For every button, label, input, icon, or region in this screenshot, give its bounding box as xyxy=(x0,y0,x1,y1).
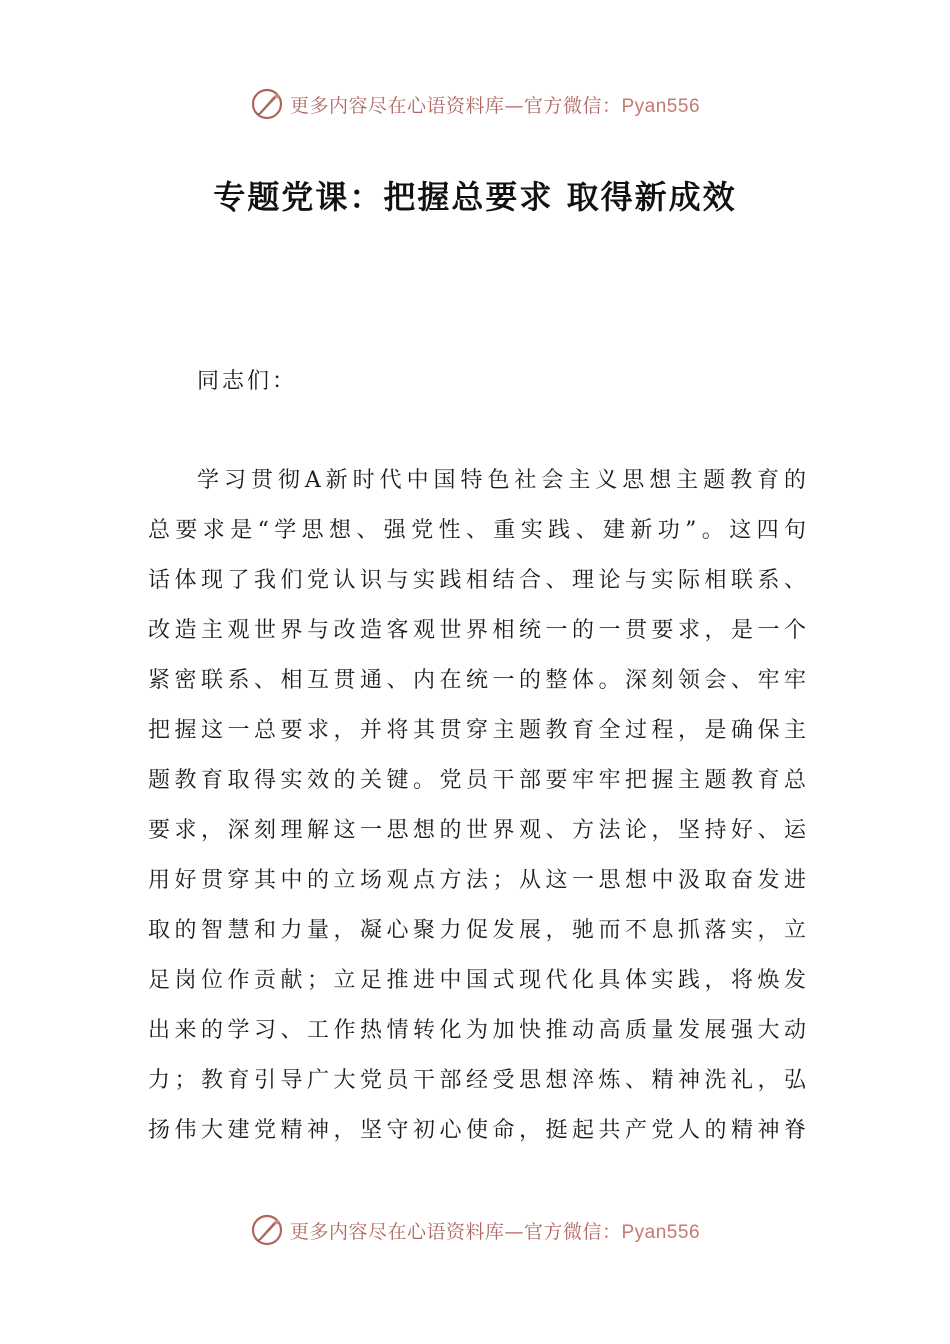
paragraph-line: 要求，深刻理解这一思想的世界观、方法论，坚持好、运 xyxy=(148,818,806,843)
paragraph-line: 紧密联系、相互贯通、内在统一的整体。深刻领会、牢牢 xyxy=(148,668,806,693)
body-paragraph xyxy=(148,456,806,1156)
paragraph-line: 用好贯穿其中的立场观点方法；从这一思想中汲取奋发进 xyxy=(148,868,806,893)
quill-logo-icon xyxy=(250,87,284,121)
paragraph-line: 话体现了我们党认识与实践相结合、理论与实际相联系、 xyxy=(148,568,806,593)
paragraph-line: 扬伟大建党精神，坚守初心使命，挺起共产党人的精神脊 xyxy=(148,1118,806,1143)
paragraph-line: 改造主观世界与改造客观世界相统一的一贯要求，是一个 xyxy=(148,618,806,643)
paragraph-line: 取的智慧和力量，凝心聚力促发展，驰而不息抓落实，立 xyxy=(148,918,806,943)
paragraph-line: 出来的学习、工作热情转化为加快推动高质量发展强大动 xyxy=(148,1018,806,1043)
quill-logo-icon xyxy=(250,1213,284,1247)
paragraph-line: 力；教育引导广大党员干部经受思想淬炼、精神洗礼，弘 xyxy=(148,1068,806,1093)
salutation: 同志们： xyxy=(197,369,298,394)
paragraph-line: 学习贯彻A新时代中国特色社会主义思想主题教育的 xyxy=(197,468,806,493)
document-title: 专题党课：把握总要求 取得新成效 xyxy=(213,178,737,216)
paragraph-line: 足岗位作贡献；立足推进中国式现代化具体实践，将焕发 xyxy=(148,968,806,993)
paragraph-line: 总要求是“学思想、强党性、重实践、建新功”。这四句 xyxy=(148,518,806,543)
watermark-text: 更多内容尽在心语资料库—官方微信：Pyan556 xyxy=(289,94,701,117)
watermark-banner-top xyxy=(0,84,950,124)
paragraph-line: 把握这一总要求，并将其贯穿主题教育全过程，是确保主 xyxy=(148,718,806,743)
watermark-banner-bottom xyxy=(0,1210,950,1250)
paragraph-line: 题教育取得实效的关键。党员干部要牢牢把握主题教育总 xyxy=(148,768,806,793)
watermark-text: 更多内容尽在心语资料库—官方微信：Pyan556 xyxy=(289,1220,701,1243)
